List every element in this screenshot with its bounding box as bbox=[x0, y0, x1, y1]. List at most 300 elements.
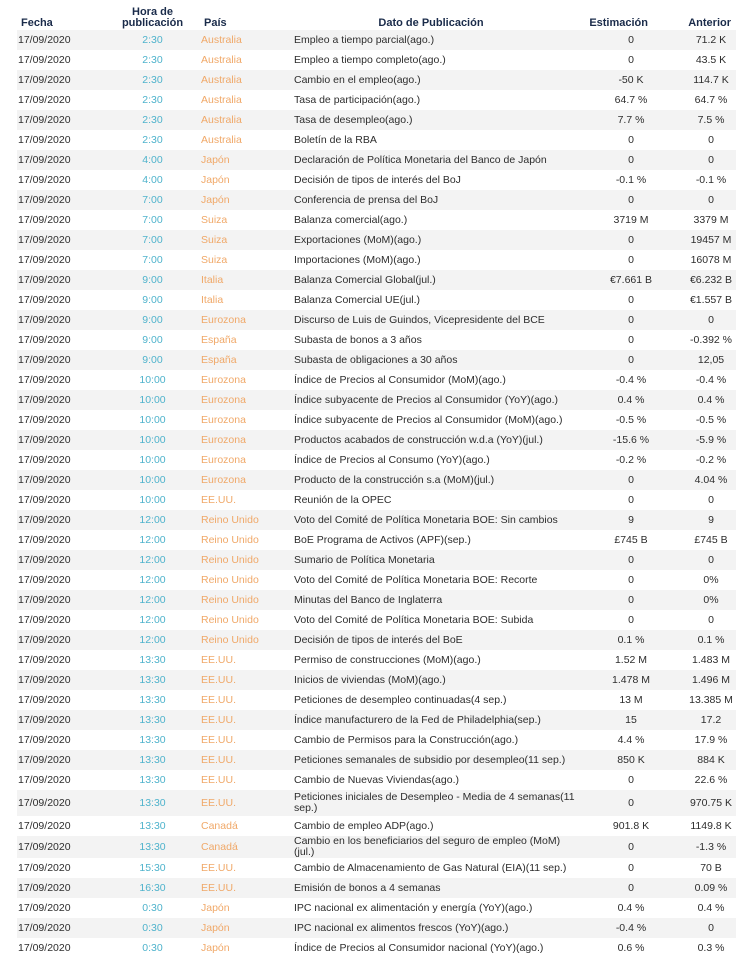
previous-cell: 0% bbox=[703, 573, 719, 586]
estimate-cell: 0 bbox=[576, 190, 656, 210]
date-cell: 17/09/2020 bbox=[17, 790, 107, 816]
date-cell: 17/09/2020 bbox=[17, 110, 107, 130]
estimate-cell: -0.4 % bbox=[576, 918, 656, 938]
table-header bbox=[17, 0, 736, 30]
time-cell: 9:00 bbox=[107, 310, 198, 330]
event-cell: Voto del Comité de Política Monetaria BOE: Sin cambios bbox=[286, 510, 576, 530]
country-cell: EE.UU. bbox=[198, 750, 286, 770]
time-cell: 9:00 bbox=[142, 333, 163, 346]
country-cell: España bbox=[201, 333, 237, 346]
event-cell: Permiso de construcciones (MoM)(ago.) bbox=[294, 653, 481, 666]
time-cell: 13:30 bbox=[139, 819, 166, 832]
previous-cell: 0.3 % bbox=[697, 941, 725, 954]
date-cell: 17/09/2020 bbox=[17, 630, 107, 650]
time-cell: 12:00 bbox=[139, 613, 166, 626]
estimate-cell: 0 bbox=[576, 350, 656, 370]
date-cell: 17/09/2020 bbox=[18, 453, 71, 466]
event-cell: IPC nacional ex alimentación y energía (YoY)(ago.) bbox=[294, 901, 533, 914]
previous-cell: 0 bbox=[708, 613, 714, 626]
time-cell: 10:00 bbox=[107, 470, 198, 490]
country-cell: EE.UU. bbox=[198, 710, 286, 730]
estimate-cell: 0 bbox=[628, 573, 634, 586]
header-estimate: Estimación bbox=[589, 17, 648, 29]
header-row bbox=[17, 0, 736, 30]
estimate-cell: 0.6 % bbox=[617, 941, 645, 954]
country-cell: Japón bbox=[198, 918, 286, 938]
table-row bbox=[17, 770, 736, 790]
table-row bbox=[17, 898, 736, 918]
date-cell: 17/09/2020 bbox=[18, 901, 71, 914]
header-country: País bbox=[204, 17, 227, 29]
country-cell: Australia bbox=[198, 30, 286, 50]
estimate-cell: 0 bbox=[576, 230, 656, 250]
time-cell: 15:30 bbox=[139, 861, 166, 874]
previous-cell: 1.496 M bbox=[656, 670, 736, 690]
time-cell: 13:30 bbox=[107, 670, 198, 690]
date-cell: 17/09/2020 bbox=[18, 53, 71, 66]
country-cell: Reino Unido bbox=[201, 613, 259, 626]
date-cell: 17/09/2020 bbox=[18, 173, 71, 186]
country-cell: Australia bbox=[201, 93, 242, 106]
previous-cell: 0.09 % bbox=[656, 878, 736, 898]
country-cell: Eurozona bbox=[198, 390, 286, 410]
event-cell: Voto del Comité de Política Monetaria BOE: Recorte bbox=[294, 573, 538, 586]
time-cell: 13:30 bbox=[139, 653, 166, 666]
date-cell: 17/09/2020 bbox=[17, 390, 107, 410]
date-cell: 17/09/2020 bbox=[18, 333, 71, 346]
previous-cell: 0 bbox=[656, 550, 736, 570]
table-row bbox=[17, 230, 736, 250]
time-cell: 12:00 bbox=[107, 510, 198, 530]
table-row bbox=[17, 130, 736, 150]
previous-cell: 1.483 M bbox=[692, 653, 730, 666]
time-cell: 16:30 bbox=[107, 878, 198, 898]
time-cell: 10:00 bbox=[107, 390, 198, 410]
date-cell: 17/09/2020 bbox=[17, 230, 107, 250]
header-date: Fecha bbox=[21, 17, 53, 29]
table-row bbox=[17, 610, 736, 630]
previous-cell: €1.557 B bbox=[689, 293, 733, 306]
previous-cell: 70 B bbox=[700, 861, 722, 874]
estimate-cell: 1.52 M bbox=[614, 653, 648, 666]
time-cell: 12:00 bbox=[139, 533, 166, 546]
event-cell: Empleo a tiempo parcial(ago.) bbox=[286, 30, 576, 50]
country-cell: EE.UU. bbox=[201, 773, 237, 786]
event-cell: Sumario de Política Monetaria bbox=[286, 550, 576, 570]
estimate-cell: 0 bbox=[628, 861, 634, 874]
time-cell: 13:30 bbox=[139, 693, 166, 706]
country-cell: Suiza bbox=[201, 253, 228, 266]
estimate-cell: -0.5 % bbox=[615, 413, 647, 426]
event-cell: Emisión de bonos a 4 semanas bbox=[286, 878, 576, 898]
previous-cell: 0 bbox=[708, 493, 714, 506]
estimate-cell: 0 bbox=[576, 878, 656, 898]
table-row bbox=[17, 370, 736, 390]
previous-cell: -1.3 % bbox=[656, 836, 736, 858]
country-cell: Eurozona bbox=[201, 373, 246, 386]
date-cell: 17/09/2020 bbox=[17, 918, 107, 938]
event-cell: Cambio de empleo ADP(ago.) bbox=[294, 819, 434, 832]
date-cell: 17/09/2020 bbox=[18, 613, 71, 626]
previous-cell: 884 K bbox=[656, 750, 736, 770]
time-cell: 4:00 bbox=[142, 173, 163, 186]
time-cell: 0:30 bbox=[142, 941, 163, 954]
date-cell: 17/09/2020 bbox=[17, 750, 107, 770]
time-cell: 13:30 bbox=[139, 733, 166, 746]
date-cell: 17/09/2020 bbox=[18, 493, 71, 506]
header-event: Dato de Publicación bbox=[378, 17, 484, 29]
event-cell: Peticiones iniciales de Desempleo - Media de 4 semanas(11 sep.) bbox=[286, 790, 576, 816]
country-cell: Australia bbox=[198, 110, 286, 130]
time-cell: 4:00 bbox=[107, 150, 198, 170]
event-cell: Declaración de Política Monetaria del Banco de Japón bbox=[286, 150, 576, 170]
event-cell: Discurso de Luis de Guindos, Vicepresidente del BCE bbox=[286, 310, 576, 330]
previous-cell: 13.385 M bbox=[689, 693, 733, 706]
date-cell: 17/09/2020 bbox=[17, 70, 107, 90]
event-cell: Subasta de obligaciones a 30 años bbox=[286, 350, 576, 370]
date-cell: 17/09/2020 bbox=[18, 861, 71, 874]
table-row bbox=[17, 550, 736, 570]
time-cell: 2:30 bbox=[107, 110, 198, 130]
estimate-cell: 901.8 K bbox=[612, 819, 650, 832]
event-cell: Cambio de Almacenamiento de Gas Natural (EIA)(11 sep.) bbox=[294, 861, 567, 874]
estimate-cell: £745 B bbox=[614, 533, 648, 546]
date-cell: 17/09/2020 bbox=[17, 350, 107, 370]
country-cell: Japón bbox=[201, 901, 230, 914]
estimate-cell: -0.1 % bbox=[615, 173, 647, 186]
time-cell: 13:30 bbox=[107, 790, 198, 816]
time-cell: 13:30 bbox=[139, 773, 166, 786]
estimate-cell: 0.4 % bbox=[576, 390, 656, 410]
previous-cell: €6.232 B bbox=[656, 270, 736, 290]
estimate-cell: 0 bbox=[576, 150, 656, 170]
table-row bbox=[17, 650, 736, 670]
event-cell: Voto del Comité de Política Monetaria BOE: Subida bbox=[294, 613, 534, 626]
table-row bbox=[17, 270, 736, 290]
time-cell: 13:30 bbox=[107, 750, 198, 770]
estimate-cell: 0.4 % bbox=[617, 901, 645, 914]
time-cell: 7:00 bbox=[142, 253, 163, 266]
previous-cell: 16078 M bbox=[690, 253, 732, 266]
estimate-cell: 0 bbox=[576, 790, 656, 816]
table-row bbox=[17, 310, 736, 330]
country-cell: Eurozona bbox=[198, 470, 286, 490]
country-cell: EE.UU. bbox=[198, 790, 286, 816]
estimate-cell: 0 bbox=[576, 550, 656, 570]
event-cell: Índice de Precios al Consumidor (MoM)(ago.) bbox=[294, 373, 506, 386]
event-cell: Decisión de tipos de interés del BoJ bbox=[294, 173, 461, 186]
event-cell: Decisión de tipos de interés del BoE bbox=[286, 630, 576, 650]
event-cell: Exportaciones (MoM)(ago.) bbox=[286, 230, 576, 250]
date-cell: 17/09/2020 bbox=[17, 270, 107, 290]
time-cell: 0:30 bbox=[107, 918, 198, 938]
table-body bbox=[17, 30, 736, 958]
date-cell: 17/09/2020 bbox=[18, 693, 71, 706]
previous-cell: -0.1 % bbox=[695, 173, 727, 186]
time-cell: 10:00 bbox=[139, 493, 166, 506]
estimate-cell: -0.4 % bbox=[615, 373, 647, 386]
previous-cell: 71.2 K bbox=[656, 30, 736, 50]
date-cell: 17/09/2020 bbox=[18, 293, 71, 306]
date-cell: 17/09/2020 bbox=[18, 413, 71, 426]
country-cell: EE.UU. bbox=[201, 653, 237, 666]
event-cell: Inicios de viviendas (MoM)(ago.) bbox=[286, 670, 576, 690]
estimate-cell: -0.2 % bbox=[615, 453, 647, 466]
estimate-cell: 4.4 % bbox=[617, 733, 645, 746]
date-cell: 17/09/2020 bbox=[18, 213, 71, 226]
event-cell: Subasta de bonos a 3 años bbox=[294, 333, 422, 346]
date-cell: 17/09/2020 bbox=[17, 30, 107, 50]
previous-cell: -0.2 % bbox=[695, 453, 727, 466]
time-cell: 13:30 bbox=[107, 836, 198, 858]
estimate-cell: 0.1 % bbox=[576, 630, 656, 650]
table-row bbox=[17, 30, 736, 50]
event-cell: Índice manufacturero de la Fed de Philadelphia(sep.) bbox=[286, 710, 576, 730]
table-row bbox=[17, 50, 736, 70]
event-cell: Conferencia de prensa del BoJ bbox=[286, 190, 576, 210]
previous-cell: 12,05 bbox=[656, 350, 736, 370]
table-row bbox=[17, 210, 736, 230]
table-row bbox=[17, 816, 736, 836]
date-cell: 17/09/2020 bbox=[17, 310, 107, 330]
country-cell: Canadá bbox=[201, 819, 238, 832]
event-cell: Peticiones semanales de subsidio por desempleo(11 sep.) bbox=[286, 750, 576, 770]
estimate-cell: 0 bbox=[576, 30, 656, 50]
previous-cell: -5.9 % bbox=[656, 430, 736, 450]
time-cell: 12:00 bbox=[107, 630, 198, 650]
event-cell: Cambio en el empleo(ago.) bbox=[286, 70, 576, 90]
event-cell: Tasa de participación(ago.) bbox=[294, 93, 421, 106]
event-cell: Índice subyacente de Precios al Consumidor (MoM)(ago.) bbox=[294, 413, 563, 426]
table-row bbox=[17, 470, 736, 490]
estimate-cell: 0 bbox=[628, 253, 634, 266]
country-cell: Italia bbox=[198, 270, 286, 290]
table-row bbox=[17, 450, 736, 470]
table-row bbox=[17, 670, 736, 690]
estimate-cell: 0 bbox=[628, 53, 634, 66]
date-cell: 17/09/2020 bbox=[17, 150, 107, 170]
time-cell: 2:30 bbox=[142, 53, 163, 66]
previous-cell: 7.5 % bbox=[656, 110, 736, 130]
date-cell: 17/09/2020 bbox=[18, 819, 71, 832]
table-row bbox=[17, 530, 736, 550]
country-cell: Canadá bbox=[198, 836, 286, 858]
event-cell: Cambio de Permisos para la Construcción(ago.) bbox=[294, 733, 519, 746]
table-row bbox=[17, 690, 736, 710]
table-row bbox=[17, 170, 736, 190]
country-cell: Suiza bbox=[201, 213, 228, 226]
table-row bbox=[17, 590, 736, 610]
estimate-cell: 0 bbox=[628, 613, 634, 626]
estimate-cell: 0 bbox=[628, 133, 634, 146]
previous-cell: £745 B bbox=[694, 533, 728, 546]
country-cell: Eurozona bbox=[198, 430, 286, 450]
date-cell: 17/09/2020 bbox=[17, 590, 107, 610]
event-cell: Empleo a tiempo completo(ago.) bbox=[294, 53, 446, 66]
event-cell: Índice de Precios al Consumo (YoY)(ago.) bbox=[294, 453, 490, 466]
table-row bbox=[17, 570, 736, 590]
table-row bbox=[17, 730, 736, 750]
country-cell: EE.UU. bbox=[201, 861, 237, 874]
country-cell: Reino Unido bbox=[198, 550, 286, 570]
country-cell: Eurozona bbox=[198, 310, 286, 330]
previous-cell: 64.7 % bbox=[694, 93, 728, 106]
country-cell: Eurozona bbox=[201, 453, 246, 466]
previous-cell: 9 bbox=[656, 510, 736, 530]
time-cell: 7:00 bbox=[107, 230, 198, 250]
time-cell: 12:00 bbox=[139, 573, 166, 586]
previous-cell: -0.5 % bbox=[695, 413, 727, 426]
estimate-cell: 3719 M bbox=[613, 213, 649, 226]
estimate-cell: 64.7 % bbox=[614, 93, 648, 106]
time-cell: 10:00 bbox=[139, 373, 166, 386]
time-cell: 12:00 bbox=[107, 590, 198, 610]
event-cell: Balanza comercial(ago.) bbox=[294, 213, 408, 226]
previous-cell: 17.9 % bbox=[694, 733, 728, 746]
country-cell: Suiza bbox=[198, 230, 286, 250]
date-cell: 17/09/2020 bbox=[17, 710, 107, 730]
header-time: Hora de publicación bbox=[121, 6, 184, 29]
table-row bbox=[17, 150, 736, 170]
previous-cell: 43.5 K bbox=[695, 53, 727, 66]
previous-cell: 0 bbox=[656, 190, 736, 210]
estimate-cell: 13 M bbox=[619, 693, 643, 706]
header-previous: Anterior bbox=[688, 17, 731, 29]
event-cell: Índice de Precios al Consumidor nacional (YoY)(ago.) bbox=[294, 941, 544, 954]
time-cell: 7:00 bbox=[142, 213, 163, 226]
event-cell: BoE Programa de Activos (APF)(sep.) bbox=[294, 533, 471, 546]
previous-cell: -0.392 % bbox=[689, 333, 733, 346]
country-cell: EE.UU. bbox=[201, 493, 237, 506]
table-row bbox=[17, 836, 736, 858]
previous-cell: 0 bbox=[708, 133, 714, 146]
date-cell: 17/09/2020 bbox=[17, 190, 107, 210]
estimate-cell: 0 bbox=[576, 310, 656, 330]
time-cell: 13:30 bbox=[107, 710, 198, 730]
date-cell: 17/09/2020 bbox=[17, 836, 107, 858]
date-cell: 17/09/2020 bbox=[17, 878, 107, 898]
date-cell: 17/09/2020 bbox=[18, 773, 71, 786]
event-cell: Índice subyacente de Precios al Consumidor (YoY)(ago.) bbox=[286, 390, 576, 410]
table-row bbox=[17, 330, 736, 350]
estimate-cell: 850 K bbox=[576, 750, 656, 770]
date-cell: 17/09/2020 bbox=[17, 550, 107, 570]
previous-cell: 22.6 % bbox=[694, 773, 728, 786]
table-row bbox=[17, 918, 736, 938]
previous-cell: 0.4 % bbox=[697, 901, 725, 914]
event-cell: Boletín de la RBA bbox=[294, 133, 377, 146]
event-cell: Balanza Comercial UE(jul.) bbox=[294, 293, 421, 306]
country-cell: Reino Unido bbox=[198, 590, 286, 610]
table-row bbox=[17, 790, 736, 816]
previous-cell: 17.2 bbox=[656, 710, 736, 730]
date-cell: 17/09/2020 bbox=[18, 253, 71, 266]
estimate-cell: 0 bbox=[628, 773, 634, 786]
time-cell: 0:30 bbox=[142, 901, 163, 914]
time-cell: 9:00 bbox=[107, 350, 198, 370]
previous-cell: 4.04 % bbox=[656, 470, 736, 490]
estimate-cell: €7.661 B bbox=[576, 270, 656, 290]
time-cell: 10:00 bbox=[107, 430, 198, 450]
previous-cell: 3379 M bbox=[693, 213, 729, 226]
date-cell: 17/09/2020 bbox=[18, 133, 71, 146]
event-cell: Peticiones de desempleo continuadas(4 sep.) bbox=[294, 693, 507, 706]
country-cell: EE.UU. bbox=[201, 693, 237, 706]
date-cell: 17/09/2020 bbox=[18, 573, 71, 586]
estimate-cell: -50 K bbox=[576, 70, 656, 90]
country-cell: Japón bbox=[201, 173, 230, 186]
previous-cell: 970.75 K bbox=[656, 790, 736, 816]
event-cell: Tasa de desempleo(ago.) bbox=[286, 110, 576, 130]
table-row bbox=[17, 750, 736, 770]
country-cell: Australia bbox=[201, 53, 242, 66]
estimate-cell: 0 bbox=[628, 333, 634, 346]
table-row bbox=[17, 878, 736, 898]
table-row bbox=[17, 430, 736, 450]
country-cell: Japón bbox=[201, 941, 230, 954]
time-cell: 10:00 bbox=[139, 453, 166, 466]
previous-cell: 0 bbox=[656, 150, 736, 170]
previous-cell: 0.4 % bbox=[656, 390, 736, 410]
estimate-cell: 7.7 % bbox=[576, 110, 656, 130]
date-cell: 17/09/2020 bbox=[18, 373, 71, 386]
previous-cell: 0% bbox=[656, 590, 736, 610]
table-row bbox=[17, 190, 736, 210]
country-cell: Reino Unido bbox=[198, 630, 286, 650]
time-cell: 2:30 bbox=[142, 133, 163, 146]
previous-cell: 0.1 % bbox=[656, 630, 736, 650]
country-cell: Reino Unido bbox=[201, 573, 259, 586]
time-cell: 2:30 bbox=[107, 70, 198, 90]
previous-cell: 1149.8 K bbox=[690, 819, 732, 832]
table-row bbox=[17, 390, 736, 410]
table-row bbox=[17, 710, 736, 730]
table-row bbox=[17, 858, 736, 878]
estimate-cell: 0 bbox=[628, 293, 634, 306]
time-cell: 9:00 bbox=[142, 293, 163, 306]
economic-calendar-table bbox=[17, 0, 736, 958]
table-row bbox=[17, 630, 736, 650]
event-cell: Producto de la construcción s.a (MoM)(jul.) bbox=[286, 470, 576, 490]
table-row bbox=[17, 510, 736, 530]
event-cell: IPC nacional ex alimentos frescos (YoY)(ago.) bbox=[286, 918, 576, 938]
date-cell: 17/09/2020 bbox=[18, 533, 71, 546]
country-cell: Japón bbox=[198, 150, 286, 170]
country-cell: Reino Unido bbox=[198, 510, 286, 530]
country-cell: Australia bbox=[198, 70, 286, 90]
country-cell: Japón bbox=[198, 190, 286, 210]
previous-cell: 19457 M bbox=[656, 230, 736, 250]
event-cell: Cambio en los beneficiarios del seguro de empleo (MoM)(jul.) bbox=[286, 836, 576, 858]
table-row bbox=[17, 410, 736, 430]
table-row bbox=[17, 250, 736, 270]
date-cell: 17/09/2020 bbox=[18, 733, 71, 746]
country-cell: Italia bbox=[201, 293, 224, 306]
country-cell: Reino Unido bbox=[201, 533, 259, 546]
table-row bbox=[17, 350, 736, 370]
time-cell: 7:00 bbox=[107, 190, 198, 210]
previous-cell: -0.4 % bbox=[695, 373, 727, 386]
event-cell: Reunión de la OPEC bbox=[294, 493, 392, 506]
country-cell: España bbox=[198, 350, 286, 370]
time-cell: 2:30 bbox=[107, 30, 198, 50]
event-cell: Balanza Comercial Global(jul.) bbox=[286, 270, 576, 290]
previous-cell: 0 bbox=[656, 310, 736, 330]
country-cell: Australia bbox=[201, 133, 242, 146]
date-cell: 17/09/2020 bbox=[18, 941, 71, 954]
estimate-cell: 0 bbox=[576, 470, 656, 490]
estimate-cell: 1.478 M bbox=[576, 670, 656, 690]
